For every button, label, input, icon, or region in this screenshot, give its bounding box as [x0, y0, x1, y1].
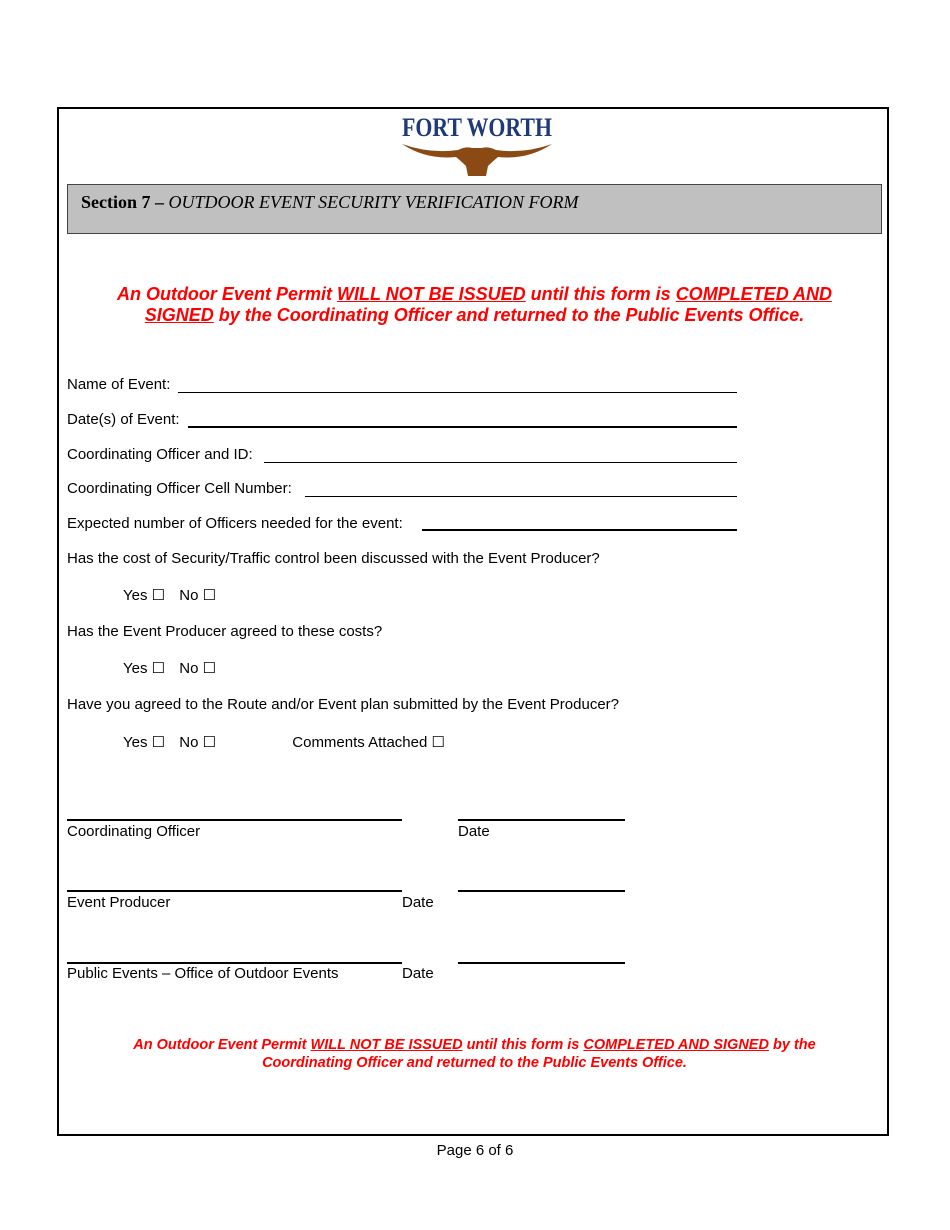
option-label: Comments Attached — [292, 734, 428, 751]
options-producer-agreed — [123, 659, 226, 677]
notice-text: by the Coordinating Officer and returned to the Public Events Office. — [213, 305, 805, 325]
field-event-dates — [67, 411, 739, 431]
signature-event-producer[interactable] — [67, 890, 402, 892]
checkbox-no[interactable]: ☐ — [202, 587, 217, 604]
field-label: Coordinating Officer Cell Number: — [67, 480, 292, 497]
section-header — [67, 184, 882, 234]
options-security-cost — [123, 586, 226, 604]
section-form-name: OUTDOOR EVENT SECURITY VERIFICATION FORM — [168, 192, 579, 212]
logo-wordmark: FORT WORTH — [402, 113, 552, 142]
signature-label: Event Producer — [67, 894, 171, 911]
checkbox-yes[interactable]: ☐ — [151, 660, 166, 677]
checkbox-comments[interactable]: ☐ — [431, 734, 445, 751]
option-no — [179, 733, 216, 751]
signature-label: Public Events – Office of Outdoor Events — [67, 965, 339, 982]
fort-worth-logo — [400, 110, 554, 178]
notice-text: An Outdoor Event Permit — [116, 284, 337, 304]
notice-text: Coordinating Officer and returned to the Public Events Office. — [262, 1055, 687, 1071]
officer-id-input[interactable] — [264, 446, 737, 463]
officer-cell-input[interactable] — [305, 480, 737, 497]
notice-emphasis: WILL NOT BE ISSUED — [310, 1037, 463, 1053]
option-label: Yes — [123, 660, 148, 677]
option-label: No — [179, 587, 199, 604]
question-producer-agreed: Has the Event Producer agreed to these costs? — [67, 623, 383, 640]
field-label: Expected number of Officers needed for the event: — [67, 515, 403, 532]
option-comments-attached — [292, 733, 445, 751]
option-label: No — [179, 734, 199, 751]
option-label: No — [179, 660, 199, 677]
signature-public-events[interactable] — [67, 962, 402, 964]
event-name-input[interactable] — [178, 376, 737, 393]
signature-label: Coordinating Officer — [67, 823, 201, 840]
notice-text: until this form is — [525, 284, 676, 304]
event-dates-input[interactable] — [188, 411, 737, 428]
notice-emphasis: WILL NOT BE ISSUED — [336, 284, 526, 304]
field-label: Name of Event: — [67, 376, 171, 393]
checkbox-yes[interactable]: ☐ — [151, 734, 166, 751]
notice-text: by the — [768, 1037, 816, 1053]
option-yes — [123, 659, 165, 677]
option-label: Yes — [123, 734, 148, 751]
option-label: Yes — [123, 587, 148, 604]
notice-top — [67, 284, 882, 326]
page-number: Page 6 of 6 — [436, 1142, 514, 1159]
date-label: Date — [402, 894, 434, 911]
signature-coordinating-officer[interactable] — [67, 819, 402, 821]
notice-text: until this form is — [462, 1037, 584, 1053]
date-coordinating-officer[interactable] — [458, 819, 625, 821]
notice-emphasis: COMPLETED AND SIGNED — [583, 1037, 769, 1053]
checkbox-no[interactable]: ☐ — [202, 660, 217, 677]
notice-emphasis: COMPLETED AND — [675, 284, 833, 304]
option-no — [179, 659, 216, 677]
field-label: Date(s) of Event: — [67, 411, 180, 428]
options-route-plan — [123, 733, 455, 751]
option-yes — [123, 586, 165, 604]
field-officer-cell — [67, 480, 739, 500]
longhorn-icon — [400, 110, 554, 178]
question-route-plan: Have you agreed to the Route and/or Event plan submitted by the Event Producer? — [67, 696, 620, 713]
option-no — [179, 586, 216, 604]
checkbox-no[interactable]: ☐ — [202, 734, 217, 751]
field-officer-count — [67, 515, 739, 535]
field-officer-id — [67, 446, 739, 466]
section-title — [81, 192, 578, 213]
checkbox-yes[interactable]: ☐ — [151, 587, 166, 604]
section-number: Section 7 – — [81, 192, 169, 212]
notice-emphasis: SIGNED — [144, 305, 214, 325]
date-label: Date — [402, 965, 434, 982]
option-yes — [123, 733, 165, 751]
date-public-events[interactable] — [458, 962, 625, 964]
notice-text: An Outdoor Event Permit — [133, 1037, 311, 1053]
field-label: Coordinating Officer and ID: — [67, 446, 253, 463]
field-event-name — [67, 376, 739, 396]
date-event-producer[interactable] — [458, 890, 625, 892]
officer-count-input[interactable] — [422, 515, 737, 531]
date-label: Date — [458, 823, 490, 840]
question-security-cost: Has the cost of Security/Traffic control been discussed with the Event Producer? — [67, 550, 600, 567]
notice-bottom — [67, 1036, 882, 1072]
